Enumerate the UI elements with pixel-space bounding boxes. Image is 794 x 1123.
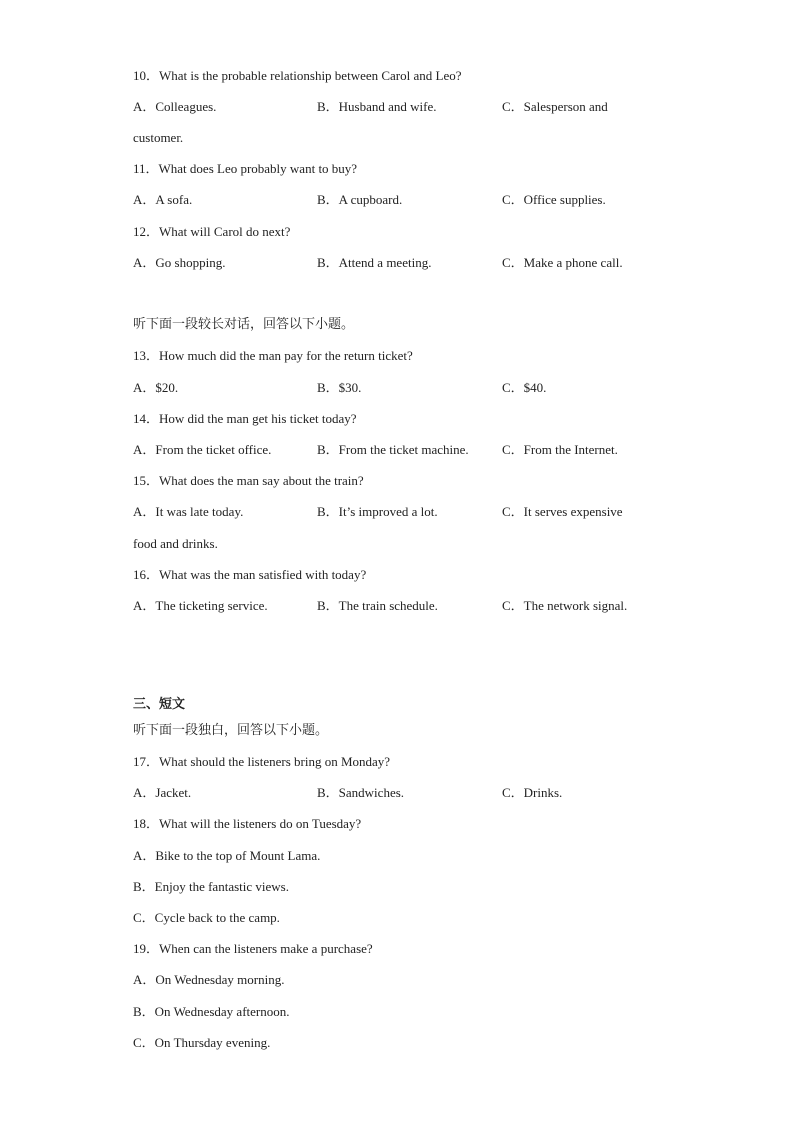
question-14-option-a: A．From the ticket office. xyxy=(133,442,272,457)
question-18-stem: 18．What will the listeners do on Tuesday? xyxy=(133,816,362,831)
question-16-option-a: A．The ticketing service. xyxy=(133,598,268,613)
question-11-option-b: B．A cupboard. xyxy=(317,192,403,207)
section-3-title: 三、短文 xyxy=(133,697,186,712)
question-19-option-a: A．On Wednesday morning. xyxy=(133,972,285,987)
question-18-option-b: B．Enjoy the fantastic views. xyxy=(133,879,289,894)
question-17-stem: 17．What should the listeners bring on Monday? xyxy=(133,754,391,769)
question-13-option-c: C．$40. xyxy=(502,380,547,395)
question-12-stem: 12．What will Carol do next? xyxy=(133,224,291,239)
question-13-option-a: A．$20. xyxy=(133,380,179,395)
question-10-option-b: B．Husband and wife. xyxy=(317,99,437,114)
question-15-option-a: A．It was late today. xyxy=(133,504,244,519)
question-19-option-b: B．On Wednesday afternoon. xyxy=(133,1004,290,1019)
question-18-option-c: C．Cycle back to the camp. xyxy=(133,910,280,925)
question-19-option-c: C．On Thursday evening. xyxy=(133,1035,271,1050)
question-15-option-c-continued: food and drinks. xyxy=(133,536,218,551)
question-16-option-c: C．The network signal. xyxy=(502,598,628,613)
question-16-option-b: B．The train schedule. xyxy=(317,598,438,613)
question-18-option-a: A．Bike to the top of Mount Lama. xyxy=(133,848,321,863)
question-17-option-c: C．Drinks. xyxy=(502,785,563,800)
question-10-option-c-continued: customer. xyxy=(133,130,184,145)
question-19-stem: 19．When can the listeners make a purchase? xyxy=(133,941,373,956)
question-14-option-c: C．From the Internet. xyxy=(502,442,618,457)
question-12-option-b: B．Attend a meeting. xyxy=(317,255,432,270)
question-13-stem: 13．How much did the man pay for the return ticket? xyxy=(133,348,413,363)
question-16-stem: 16．What was the man satisfied with today? xyxy=(133,567,367,582)
question-10-option-c: C．Salesperson and xyxy=(502,99,608,114)
question-11-option-c: C．Office supplies. xyxy=(502,192,606,207)
question-14-stem: 14．How did the man get his ticket today? xyxy=(133,411,357,426)
dialog-instruction: 听下面一段较长对话，回答以下小题。 xyxy=(133,317,355,332)
question-10-stem: 10．What is the probable relationship between Carol and Leo? xyxy=(133,68,462,83)
question-11-stem: 11．What does Leo probably want to buy? xyxy=(133,161,358,176)
question-12-option-a: A．Go shopping. xyxy=(133,255,226,270)
question-14-option-b: B．From the ticket machine. xyxy=(317,442,469,457)
monologue-instruction: 听下面一段独白，回答以下小题。 xyxy=(133,723,329,738)
question-11-option-a: A．A sofa. xyxy=(133,192,193,207)
question-12-option-c: C．Make a phone call. xyxy=(502,255,623,270)
question-10-option-a: A．Colleagues. xyxy=(133,99,217,114)
question-17-option-b: B．Sandwiches. xyxy=(317,785,405,800)
question-15-stem: 15．What does the man say about the train? xyxy=(133,473,364,488)
question-15-option-c: C．It serves expensive xyxy=(502,504,623,519)
question-15-option-b: B．It’s improved a lot. xyxy=(317,504,438,519)
question-13-option-b: B．$30. xyxy=(317,380,362,395)
question-17-option-a: A．Jacket. xyxy=(133,785,192,800)
